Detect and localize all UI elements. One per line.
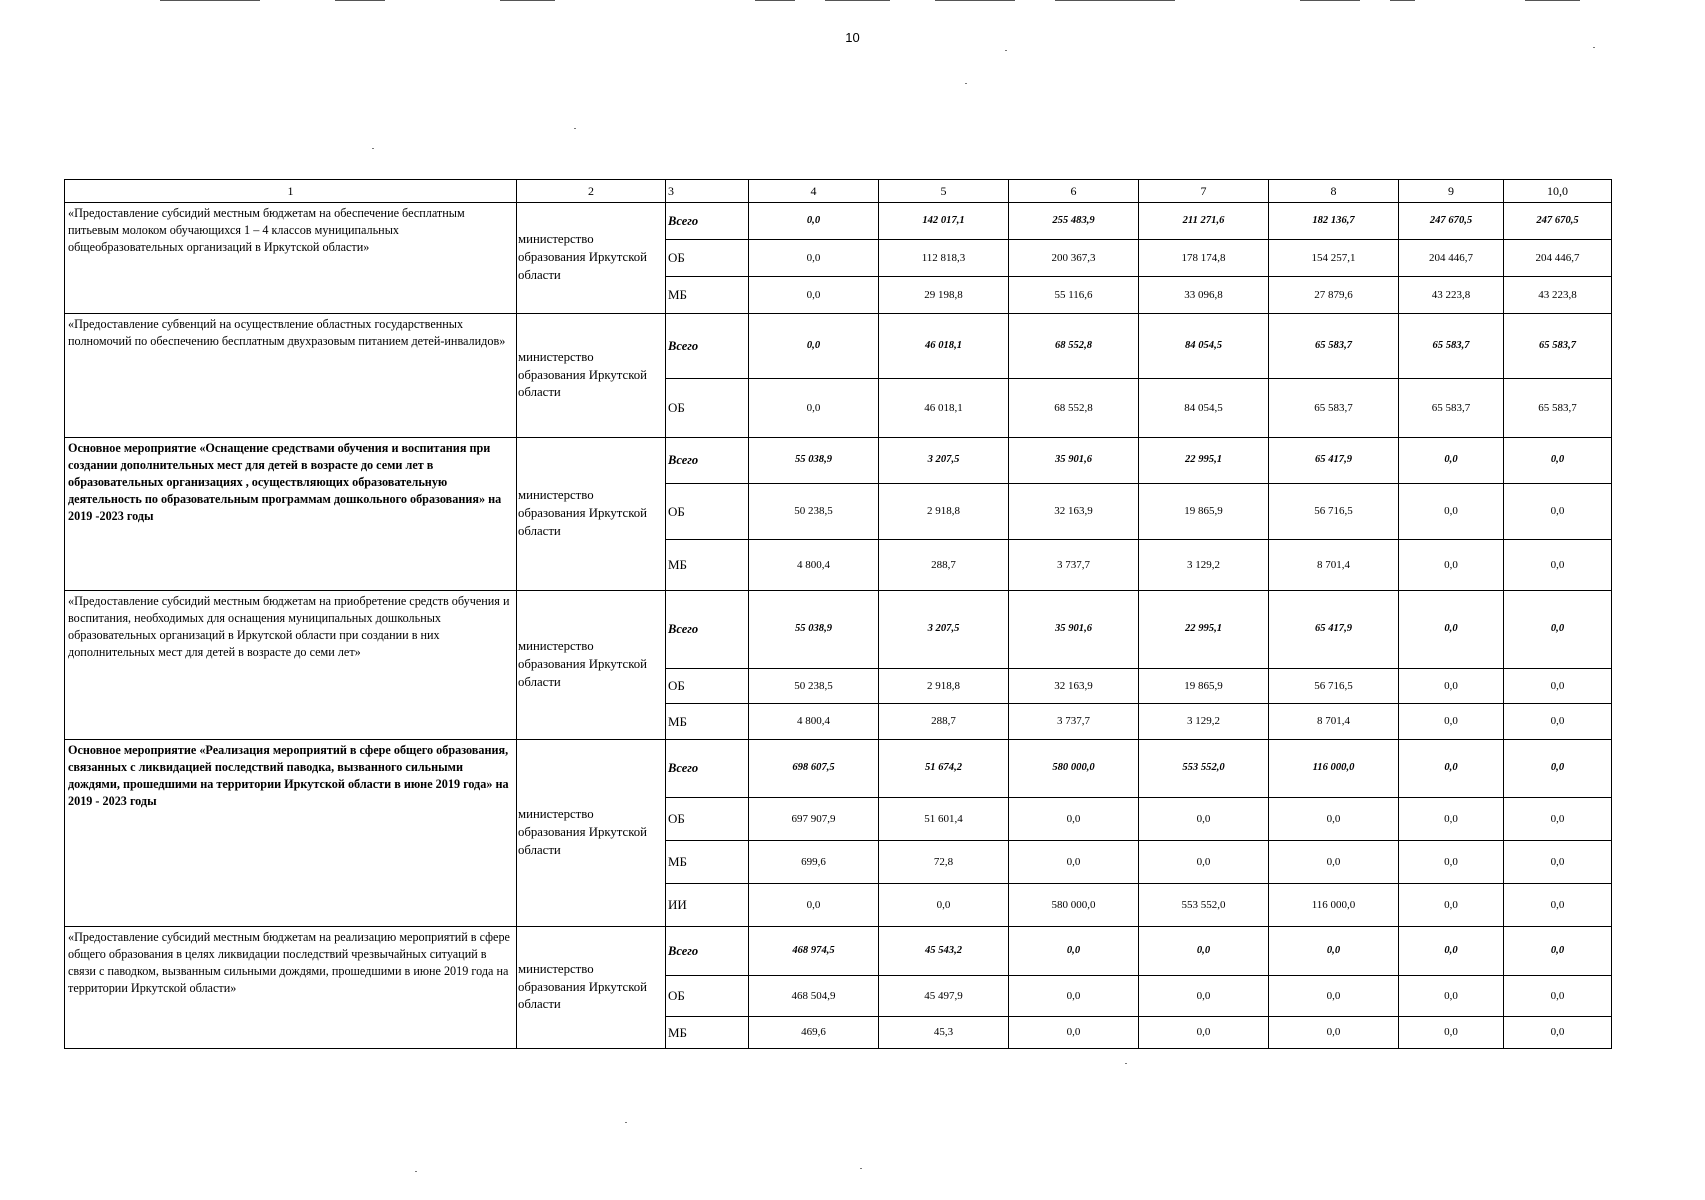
header-cell: 1 (65, 180, 517, 203)
funding-source-cell: ОБ (666, 798, 749, 841)
header-cell: 6 (1009, 180, 1139, 203)
amount-cell: 0,0 (1399, 798, 1504, 841)
amount-cell: 288,7 (879, 704, 1009, 740)
amount-cell: 0,0 (1504, 591, 1612, 669)
amount-cell: 3 737,7 (1009, 704, 1139, 740)
scan-speck (1593, 47, 1595, 48)
amount-cell: 553 552,0 (1139, 740, 1269, 798)
amount-cell: 65 583,7 (1269, 379, 1399, 438)
amount-cell: 68 552,8 (1009, 379, 1139, 438)
amount-cell: 0,0 (749, 277, 879, 314)
amount-cell: 65 583,7 (1399, 379, 1504, 438)
amount-cell: 255 483,9 (1009, 203, 1139, 240)
scan-mark (160, 0, 260, 1)
amount-cell: 68 552,8 (1009, 314, 1139, 379)
amount-cell: 3 207,5 (879, 591, 1009, 669)
amount-cell: 3 207,5 (879, 438, 1009, 484)
amount-cell: 3 129,2 (1139, 704, 1269, 740)
amount-cell: 65 583,7 (1399, 314, 1504, 379)
amount-cell: 0,0 (1504, 704, 1612, 740)
responsible-org-cell: министерство образования Иркутской области (517, 591, 666, 740)
amount-cell: 19 865,9 (1139, 669, 1269, 704)
amount-cell: 84 054,5 (1139, 314, 1269, 379)
scan-mark (825, 0, 890, 1)
amount-cell: 0,0 (879, 884, 1009, 927)
amount-cell: 56 716,5 (1269, 484, 1399, 540)
scan-mark (1300, 0, 1360, 1)
amount-cell: 0,0 (1009, 1017, 1139, 1049)
amount-cell: 0,0 (1399, 704, 1504, 740)
amount-cell: 65 417,9 (1269, 438, 1399, 484)
amount-cell: 116 000,0 (1269, 740, 1399, 798)
amount-cell: 0,0 (1504, 740, 1612, 798)
amount-cell: 0,0 (1504, 884, 1612, 927)
amount-cell: 182 136,7 (1269, 203, 1399, 240)
amount-cell: 247 670,5 (1399, 203, 1504, 240)
amount-cell: 4 800,4 (749, 704, 879, 740)
amount-cell: 45,3 (879, 1017, 1009, 1049)
amount-cell: 2 918,8 (879, 484, 1009, 540)
scan-speck (860, 1168, 862, 1169)
amount-cell: 116 000,0 (1269, 884, 1399, 927)
amount-cell: 56 716,5 (1269, 669, 1399, 704)
scan-mark (1055, 0, 1175, 1)
amount-cell: 0,0 (1399, 484, 1504, 540)
amount-cell: 0,0 (1009, 841, 1139, 884)
amount-cell: 553 552,0 (1139, 884, 1269, 927)
amount-cell: 35 901,6 (1009, 591, 1139, 669)
amount-cell: 33 096,8 (1139, 277, 1269, 314)
scan-mark (755, 0, 795, 1)
amount-cell: 35 901,6 (1009, 438, 1139, 484)
responsible-org-cell: министерство образования Иркутской области (517, 203, 666, 314)
responsible-org-cell: министерство образования Иркутской области (517, 740, 666, 927)
amount-cell: 178 174,8 (1139, 240, 1269, 277)
amount-cell: 2 918,8 (879, 669, 1009, 704)
amount-cell: 0,0 (1399, 591, 1504, 669)
amount-cell: 204 446,7 (1399, 240, 1504, 277)
scan-speck (574, 128, 576, 129)
budget-table (64, 179, 1612, 1049)
amount-cell: 112 818,3 (879, 240, 1009, 277)
amount-cell: 0,0 (749, 203, 879, 240)
amount-cell: 0,0 (1139, 1017, 1269, 1049)
amount-cell: 65 417,9 (1269, 591, 1399, 669)
scan-mark (1525, 0, 1580, 1)
amount-cell: 4 800,4 (749, 540, 879, 591)
amount-cell: 0,0 (1504, 484, 1612, 540)
amount-cell: 0,0 (1399, 669, 1504, 704)
header-cell: 4 (749, 180, 879, 203)
responsible-org-cell: министерство образования Иркутской области (517, 314, 666, 438)
amount-cell: 0,0 (1139, 798, 1269, 841)
amount-cell: 0,0 (1399, 841, 1504, 884)
amount-cell: 288,7 (879, 540, 1009, 591)
amount-cell: 65 583,7 (1504, 379, 1612, 438)
header-cell: 5 (879, 180, 1009, 203)
amount-cell: 0,0 (1399, 1017, 1504, 1049)
amount-cell: 0,0 (1504, 438, 1612, 484)
amount-cell: 8 701,4 (1269, 540, 1399, 591)
amount-cell: 0,0 (1504, 976, 1612, 1017)
amount-cell: 0,0 (1139, 841, 1269, 884)
amount-cell: 0,0 (1269, 841, 1399, 884)
amount-cell: 19 865,9 (1139, 484, 1269, 540)
table-row (65, 740, 1612, 798)
header-cell: 8 (1269, 180, 1399, 203)
activity-name-cell: Основное мероприятие «Реализация мероприятий в сфере общего образования, связанных с ликвидацией последствий паводка, вызванного сильными дождями, прошедшими на территории Иркутской области в июне 2019 года» на 2019 - 2023 годы (65, 740, 517, 927)
scan-speck (1005, 50, 1007, 51)
scan-speck (625, 1122, 627, 1123)
amount-cell: 45 497,9 (879, 976, 1009, 1017)
amount-cell: 22 995,1 (1139, 591, 1269, 669)
table-row (65, 203, 1612, 240)
funding-source-cell: Всего (666, 740, 749, 798)
amount-cell: 0,0 (1139, 976, 1269, 1017)
amount-cell: 0,0 (1009, 798, 1139, 841)
amount-cell: 0,0 (1399, 540, 1504, 591)
amount-cell: 0,0 (1399, 884, 1504, 927)
amount-cell: 0,0 (1399, 927, 1504, 976)
amount-cell: 247 670,5 (1504, 203, 1612, 240)
header-cell: 9 (1399, 180, 1504, 203)
amount-cell: 84 054,5 (1139, 379, 1269, 438)
table-row (65, 927, 1612, 976)
amount-cell: 3 129,2 (1139, 540, 1269, 591)
amount-cell: 0,0 (1504, 798, 1612, 841)
amount-cell: 29 198,8 (879, 277, 1009, 314)
amount-cell: 0,0 (1399, 740, 1504, 798)
header-cell: 7 (1139, 180, 1269, 203)
scan-mark (500, 0, 555, 1)
scan-speck (372, 148, 374, 149)
amount-cell: 72,8 (879, 841, 1009, 884)
header-cell: 3 (666, 180, 749, 203)
funding-source-cell: Всего (666, 314, 749, 379)
scan-speck (415, 1171, 417, 1172)
amount-cell: 698 607,5 (749, 740, 879, 798)
amount-cell: 0,0 (749, 240, 879, 277)
funding-source-cell: МБ (666, 1017, 749, 1049)
amount-cell: 55 038,9 (749, 591, 879, 669)
funding-source-cell: ИИ (666, 884, 749, 927)
amount-cell: 469,6 (749, 1017, 879, 1049)
table-row (65, 314, 1612, 379)
funding-source-cell: ОБ (666, 976, 749, 1017)
amount-cell: 0,0 (1269, 976, 1399, 1017)
amount-cell: 0,0 (1504, 669, 1612, 704)
amount-cell: 0,0 (749, 884, 879, 927)
amount-cell: 65 583,7 (1269, 314, 1399, 379)
scan-mark (935, 0, 1015, 1)
amount-cell: 46 018,1 (879, 314, 1009, 379)
amount-cell: 22 995,1 (1139, 438, 1269, 484)
header-cell: 2 (517, 180, 666, 203)
amount-cell: 0,0 (1504, 927, 1612, 976)
amount-cell: 51 674,2 (879, 740, 1009, 798)
scan-mark (335, 0, 385, 1)
amount-cell: 43 223,8 (1504, 277, 1612, 314)
funding-source-cell: МБ (666, 277, 749, 314)
table-row (65, 438, 1612, 484)
amount-cell: 46 018,1 (879, 379, 1009, 438)
activity-name-cell: «Предоставление субвенций на осуществление областных государственных полномочий по обеспечению бесплатным двухразовым питанием детей-инвалидов» (65, 314, 517, 438)
amount-cell: 0,0 (1269, 798, 1399, 841)
funding-source-cell: ОБ (666, 240, 749, 277)
amount-cell: 154 257,1 (1269, 240, 1399, 277)
amount-cell: 0,0 (1009, 976, 1139, 1017)
amount-cell: 55 116,6 (1009, 277, 1139, 314)
amount-cell: 0,0 (1269, 1017, 1399, 1049)
amount-cell: 0,0 (1139, 927, 1269, 976)
funding-source-cell: Всего (666, 438, 749, 484)
amount-cell: 50 238,5 (749, 484, 879, 540)
amount-cell: 32 163,9 (1009, 484, 1139, 540)
amount-cell: 0,0 (1399, 438, 1504, 484)
scan-speck (965, 83, 967, 84)
amount-cell: 0,0 (1009, 927, 1139, 976)
amount-cell: 0,0 (1399, 976, 1504, 1017)
amount-cell: 0,0 (1504, 841, 1612, 884)
amount-cell: 0,0 (1504, 540, 1612, 591)
amount-cell: 580 000,0 (1009, 740, 1139, 798)
amount-cell: 0,0 (1269, 927, 1399, 976)
amount-cell: 0,0 (749, 379, 879, 438)
funding-source-cell: Всего (666, 591, 749, 669)
funding-source-cell: МБ (666, 841, 749, 884)
header-row (65, 180, 1612, 203)
amount-cell: 50 238,5 (749, 669, 879, 704)
amount-cell: 27 879,6 (1269, 277, 1399, 314)
scan-speck (1125, 1063, 1127, 1064)
amount-cell: 200 367,3 (1009, 240, 1139, 277)
amount-cell: 699,6 (749, 841, 879, 884)
amount-cell: 468 974,5 (749, 927, 879, 976)
activity-name-cell: «Предоставление субсидий местным бюджетам на обеспечение бесплатным питьевым молоком обучающихся 1 – 4 классов муниципальных общеобразовательных организаций в Иркутской области» (65, 203, 517, 314)
activity-name-cell: «Предоставление субсидий местным бюджетам на приобретение средств обучения и воспитания, необходимых для оснащения муниципальных дошкольных образовательных организаций в Иркутской области при создании в них дополнительных мест для детей в возрасте до семи лет» (65, 591, 517, 740)
funding-source-cell: ОБ (666, 669, 749, 704)
page-number: 10 (845, 30, 860, 45)
amount-cell: 204 446,7 (1504, 240, 1612, 277)
funding-source-cell: МБ (666, 540, 749, 591)
amount-cell: 0,0 (1504, 1017, 1612, 1049)
activity-name-cell: «Предоставление субсидий местным бюджетам на реализацию мероприятий в сфере общего образования в целях ликвидации последствий чрезвычайных ситуаций в связи с паводком, вызванным сильными дождями, прошедшими в июне 2019 года на территории Иркутской области» (65, 927, 517, 1049)
amount-cell: 43 223,8 (1399, 277, 1504, 314)
amount-cell: 32 163,9 (1009, 669, 1139, 704)
table-row (65, 591, 1612, 669)
amount-cell: 55 038,9 (749, 438, 879, 484)
amount-cell: 697 907,9 (749, 798, 879, 841)
responsible-org-cell: министерство образования Иркутской области (517, 438, 666, 591)
amount-cell: 142 017,1 (879, 203, 1009, 240)
funding-source-cell: МБ (666, 704, 749, 740)
funding-source-cell: ОБ (666, 484, 749, 540)
amount-cell: 51 601,4 (879, 798, 1009, 841)
activity-name-cell: Основное мероприятие «Оснащение средствами обучения и воспитания при создании дополнительных мест для детей в возрасте до семи лет в образовательных организациях , осуществляющих образовательную деятельность по образовательным программам дошкольного образования» на 2019 -2023 годы (65, 438, 517, 591)
funding-source-cell: Всего (666, 203, 749, 240)
amount-cell: 45 543,2 (879, 927, 1009, 976)
amount-cell: 580 000,0 (1009, 884, 1139, 927)
funding-source-cell: Всего (666, 927, 749, 976)
scan-mark (1390, 0, 1415, 1)
amount-cell: 65 583,7 (1504, 314, 1612, 379)
amount-cell: 8 701,4 (1269, 704, 1399, 740)
responsible-org-cell: министерство образования Иркутской области (517, 927, 666, 1049)
amount-cell: 211 271,6 (1139, 203, 1269, 240)
amount-cell: 3 737,7 (1009, 540, 1139, 591)
amount-cell: 0,0 (749, 314, 879, 379)
funding-source-cell: ОБ (666, 379, 749, 438)
amount-cell: 468 504,9 (749, 976, 879, 1017)
header-cell: 10,0 (1504, 180, 1612, 203)
